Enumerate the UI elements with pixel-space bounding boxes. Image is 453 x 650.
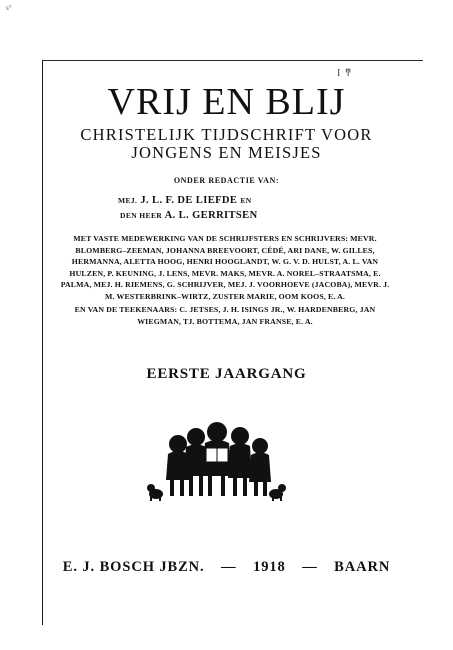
editor-2-name: A. L. GERRITSEN (164, 210, 258, 221)
editor-1-prefix: MEJ. (118, 196, 138, 205)
subtitle-line-1: CHRISTELIJK TIJDSCHRIFT VOOR (80, 125, 373, 144)
imprint-dash-1: — (221, 559, 237, 575)
editor-2 (118, 208, 378, 223)
top-rule (42, 60, 423, 61)
editors-block (118, 193, 378, 223)
corner-mark: s° (6, 4, 12, 12)
publisher: E. J. BOSCH JBZN. (62, 559, 205, 575)
children-reading-silhouette-icon (140, 418, 290, 502)
subtitle (0, 126, 453, 162)
imprint (0, 559, 453, 576)
editor-1 (118, 193, 378, 208)
imprint-dash-2: — (302, 559, 318, 575)
editor-1-suffix: EN (240, 196, 252, 205)
margin-mark: I ͳ (337, 68, 353, 79)
editor-2-prefix: DEN HEER (120, 211, 163, 220)
editorial-note: ONDER REDACTIE VAN: (173, 176, 280, 185)
volume-label: EERSTE JAARGANG (146, 366, 307, 382)
contributors-list: MET VASTE MEDEWERKING VAN DE SCHRIJFSTERS EN SCHRIJVERS: MEVR. BLOMBERG–ZEEMAN, JOHANNA BREEVOORT, CÉDÉ, ARI DANE, W. GILLES, HERMANNA, ALETTA HOOG, HENRI HOOGLANDT, W. G. V. D. HULST, A. L. VAN HULZEN, P. KEUNING, J. LENS, MEVR. MAKS, MEVR. A. NOREL–STRAATSMA, E. PALMA, MEJ. H. RIEMENS, G. SCHRIJVER, MEJ. J. VOORHOEVE (JACOBA), MEVR. J. M. WESTERBRINK–WIRTZ, ZUSTER MARIE, OOM KOOS, E. A. (60, 234, 390, 301)
publication-city: BAARN (334, 559, 391, 575)
magazine-title: VRIJ EN BLIJ (107, 81, 346, 123)
illustrators-list: EN VAN DE TEEKENAARS: C. JETSES, J. H. ISINGS JR., W. HARDENBERG, JAN WIEGMAN, TJ. BOTTEMA, JAN FRANSE, E. A. (74, 305, 376, 326)
publication-year: 1918 (253, 559, 286, 575)
subtitle-line-2: JONGENS EN MEISJES (131, 143, 322, 163)
editor-1-name: J. L. F. DE LIEFDE (140, 195, 238, 206)
